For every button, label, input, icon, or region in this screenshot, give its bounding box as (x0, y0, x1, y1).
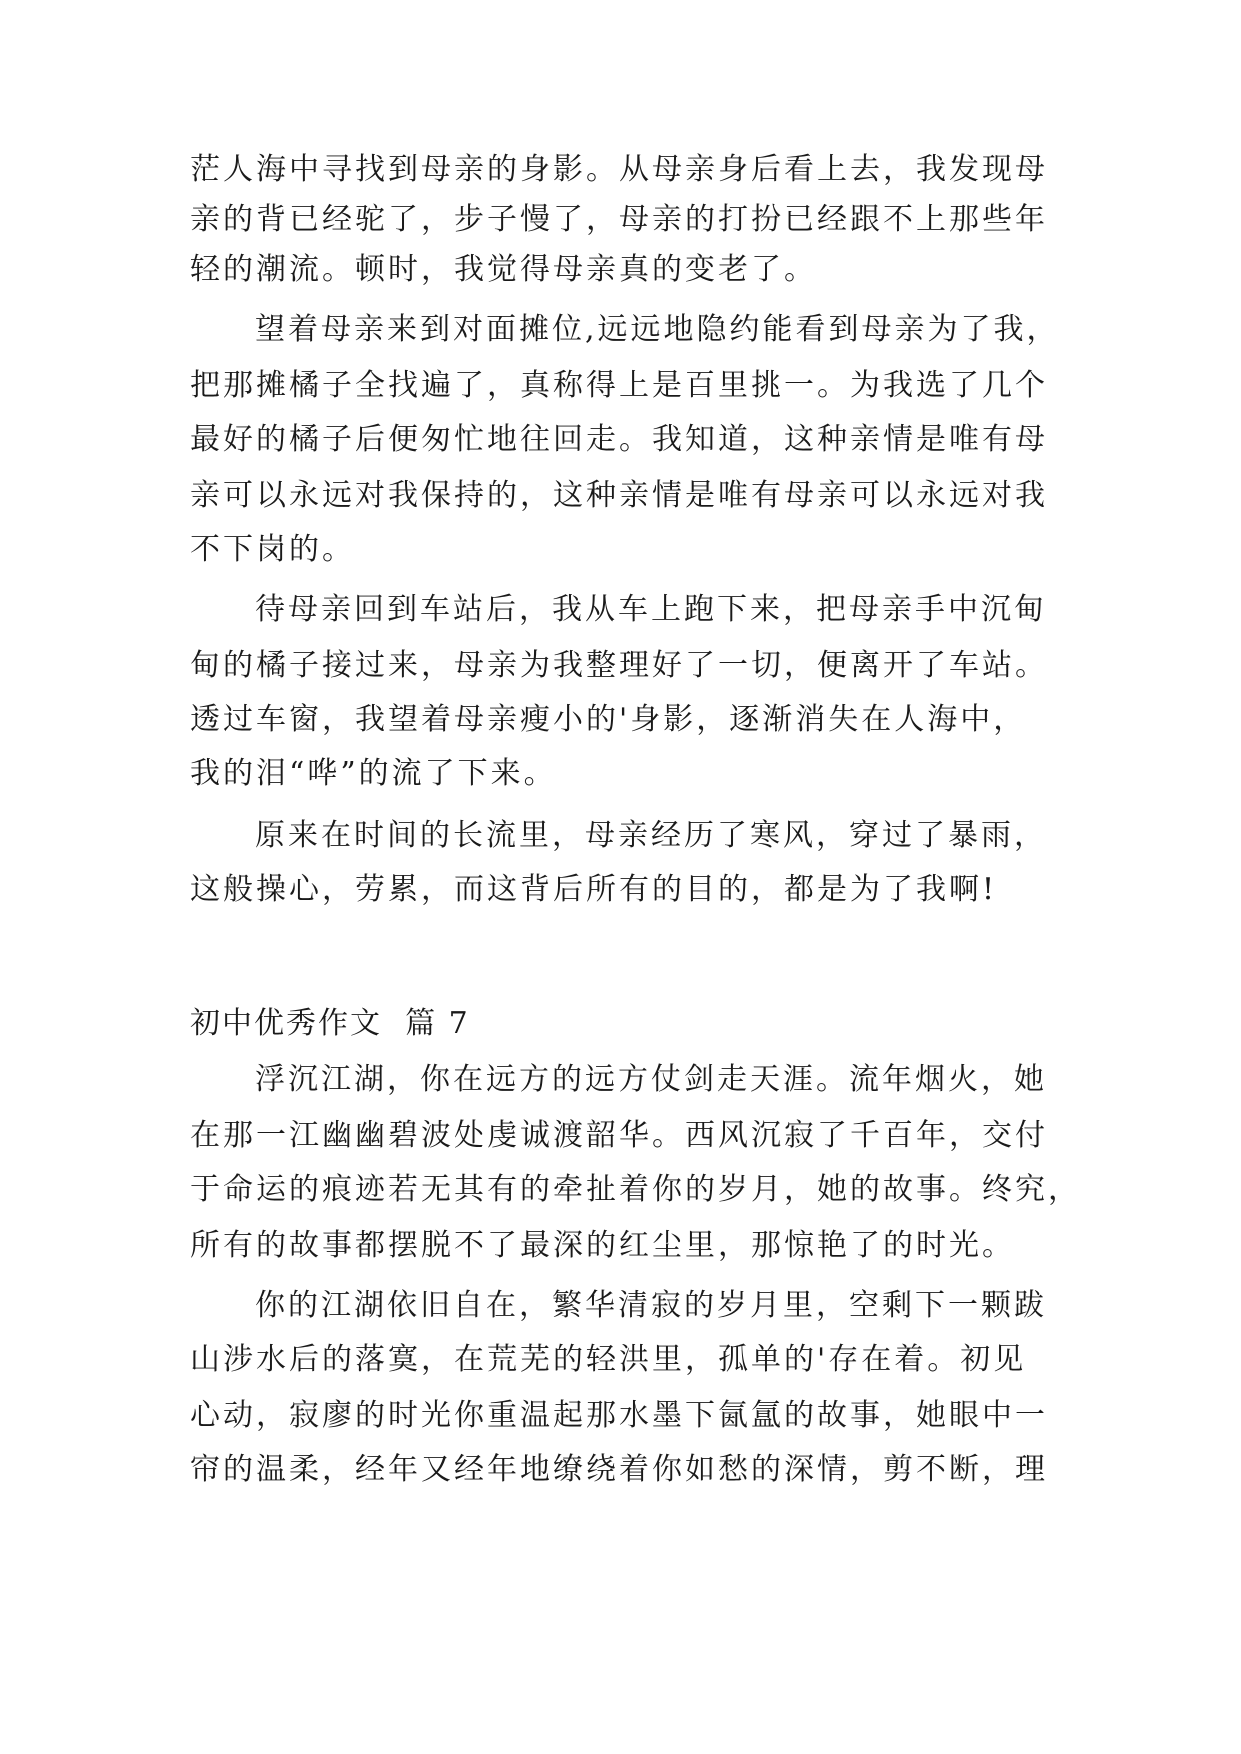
para5-line-2: 在那一江幽幽碧波处虔诚渡韶华。西风沉寂了千百年，交付 (190, 1118, 1048, 1153)
para5-line-3: 于命运的痕迹若无其有的牵扯着你的岁月，她的故事。终究， (190, 1172, 1081, 1207)
para6-line-3: 心动，寂廖的时光你重温起那水墨下氤氲的故事，她眼中一 (190, 1398, 1048, 1433)
para1-line-2: 亲的背已经驼了，步子慢了，母亲的打扮已经跟不上那些年 (190, 202, 1048, 237)
para5-line-1: 浮沉江湖，你在远方的远方仗剑走天涯。流年烟火，她 (255, 1062, 1047, 1097)
para3-line-2: 甸的橘子接过来，母亲为我整理好了一切，便离开了车站。 (190, 648, 1048, 683)
para2-line-2: 把那摊橘子全找遍了，真称得上是百里挑一。为我选了几个 (190, 368, 1048, 403)
para2-line-3: 最好的橘子后便匆忙地往回走。我知道，这种亲情是唯有母 (190, 422, 1048, 457)
para6-line-4: 帘的温柔，经年又经年地缭绕着你如愁的深情，剪不断，理 (190, 1452, 1048, 1487)
para1-line-1: 茫人海中寻找到母亲的身影。从母亲身后看上去，我发现母 (190, 152, 1048, 187)
para2-line-5: 不下岗的。 (190, 532, 355, 567)
para3-line-3: 透过车窗，我望着母亲瘦小的'身影，逐渐消失在人海中， (190, 702, 1027, 737)
para5-line-4: 所有的故事都摆脱不了最深的红尘里，那惊艳了的时光。 (190, 1228, 1015, 1263)
para1-line-3: 轻的潮流。顿时，我觉得母亲真的变老了。 (190, 252, 817, 287)
section-heading: 初中优秀作文 篇 7 (190, 1006, 470, 1041)
para2-line-1: 望着母亲来到对面摊位,远远地隐约能看到母亲为了我， (255, 312, 1060, 347)
para4-line-2: 这般操心，劳累，而这背后所有的目的，都是为了我啊! (190, 872, 998, 907)
para6-line-1: 你的江湖依旧自在，繁华清寂的岁月里，空剩下一颗跋 (255, 1288, 1047, 1323)
para4-line-1: 原来在时间的长流里，母亲经历了寒风，穿过了暴雨， (255, 818, 1047, 853)
para2-line-4: 亲可以永远对我保持的，这种亲情是唯有母亲可以永远对我 (190, 478, 1048, 513)
para3-line-4: 我的泪“哗”的流了下来。 (190, 756, 557, 791)
para6-line-2: 山涉水后的落寞，在荒芜的轻洪里，孤单的'存在着。初见 (190, 1342, 1027, 1377)
para3-line-1: 待母亲回到车站后，我从车上跑下来，把母亲手中沉甸 (255, 592, 1047, 627)
